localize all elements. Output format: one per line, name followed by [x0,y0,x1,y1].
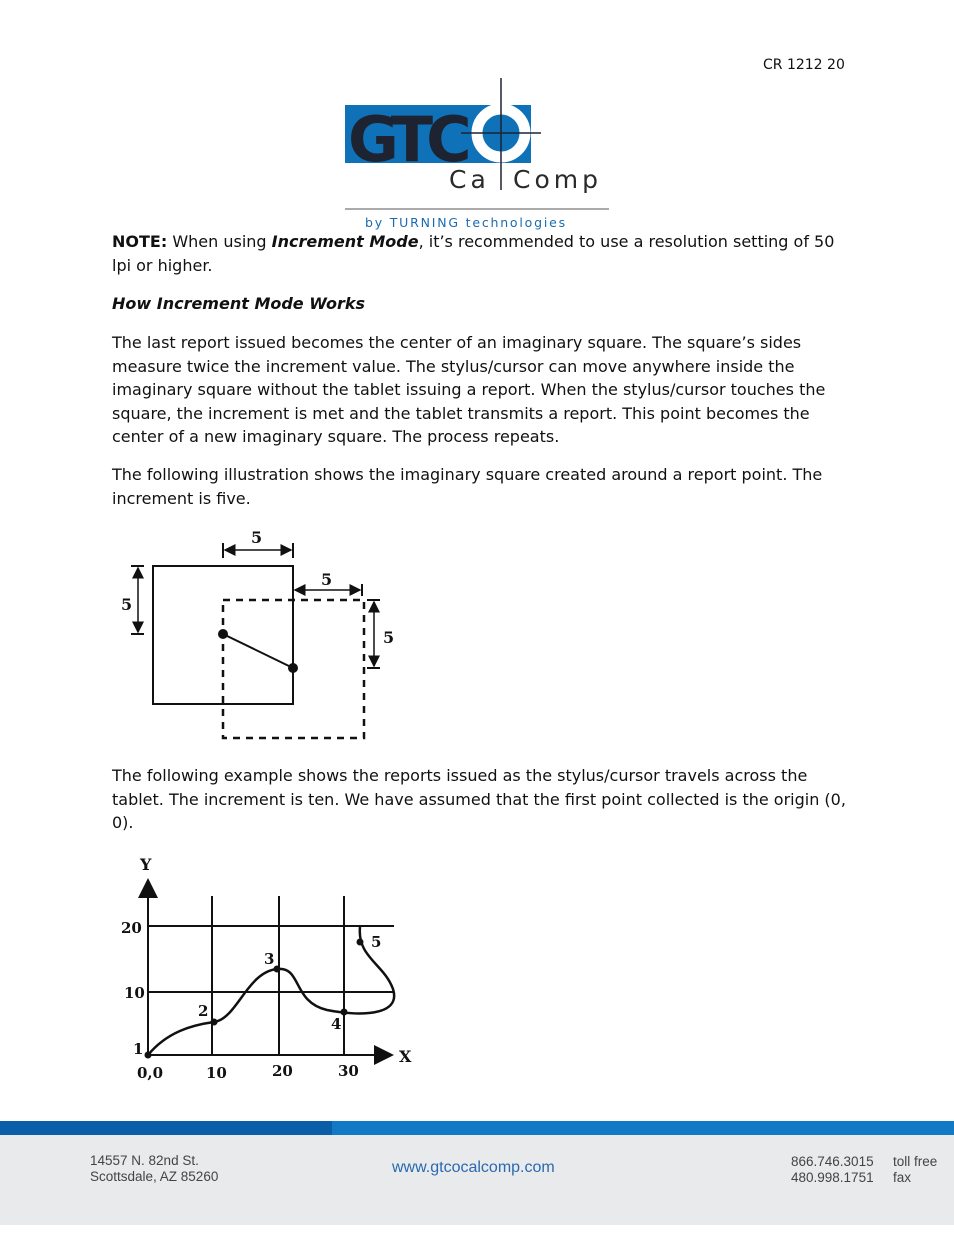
page-footer [0,1135,954,1225]
toll-free-number: 866.746.3015 [791,1154,874,1169]
fig2-y-axis-label: Y [140,855,152,874]
svg-text:Comp: Comp [513,165,602,194]
fig2-x-tick-origin: 0,0 [137,1064,164,1082]
toll-free-label: toll free [893,1154,938,1169]
fig2-point-label-2: 2 [198,1002,209,1020]
website-link[interactable]: www.gtcocalcomp.com [392,1159,555,1176]
svg-text:GTC: GTC [348,103,465,176]
footer-color-bar [0,1121,954,1135]
increment-report-graph [112,852,422,1084]
fig2-x-axis-label: X [399,1047,412,1066]
paragraph-increment-explanation: The last report issued becomes the center of an imaginary square. The square’s sides measure twice the increment value. The stylus/cursor can move anywhere inside the imaginary square without the tablet issuing a report. When the stylus/cursor touches the square, the increment is met and the tablet transmits a report. This point becomes the center of a new imaginary square. The process repeats. [112,333,826,446]
fig2-point-label-4: 4 [331,1015,342,1033]
paragraph-example-intro: The following example shows the reports issued as the stylus/cursor travels across the tablet. The increment is ten. We have assumed that the first point collected is the origin (0, 0). [112,766,846,832]
paragraph-illustration-intro: The following illustration shows the imaginary square created around a report point. The increment is five. [112,465,823,508]
footer-bar-light [332,1121,954,1135]
svg-text:Ca: Ca [449,165,490,194]
note-text-post: , it’s recommended to use a resolution setting of 50 lpi or higher. [112,232,835,275]
footer-phone-numbers [791,1154,937,1186]
address-line-1: 14557 N. 82nd St. [90,1153,199,1168]
gtco-calcomp-logo [343,78,613,230]
fig1-label-right: 5 [383,628,395,647]
fig2-point-label-5: 5 [371,933,382,951]
fig2-x-tick-10: 10 [206,1064,227,1082]
note-text-pre: When using [167,232,272,251]
fig2-y-tick-20: 20 [121,919,142,937]
footer-address [90,1153,218,1185]
fig1-label-left: 5 [121,595,133,614]
note-label: NOTE: [112,232,168,251]
increment-square-illustration [112,524,402,746]
fig2-x-tick-30: 30 [338,1062,359,1080]
note-paragraph [112,230,847,277]
fig2-y-tick-10: 10 [124,984,145,1002]
footer-bar-dark [0,1121,332,1135]
fig2-point-label-3: 3 [264,950,275,968]
fig2-x-tick-20: 20 [272,1062,293,1080]
fax-number: 480.998.1751 [791,1170,874,1185]
fig2-y-tick-1: 1 [133,1040,144,1058]
document-id: CR 1212 20 [763,57,845,73]
note-emphasis: Increment Mode [271,232,419,251]
fig1-label-right-top: 5 [321,570,333,589]
svg-text:by TURNING technologies: by TURNING technologies [365,215,567,230]
section-heading: How Increment Mode Works [112,294,366,313]
fax-label: fax [893,1170,912,1185]
fig1-label-top: 5 [251,528,263,547]
address-line-2: Scottsdale, AZ 85260 [90,1169,219,1184]
